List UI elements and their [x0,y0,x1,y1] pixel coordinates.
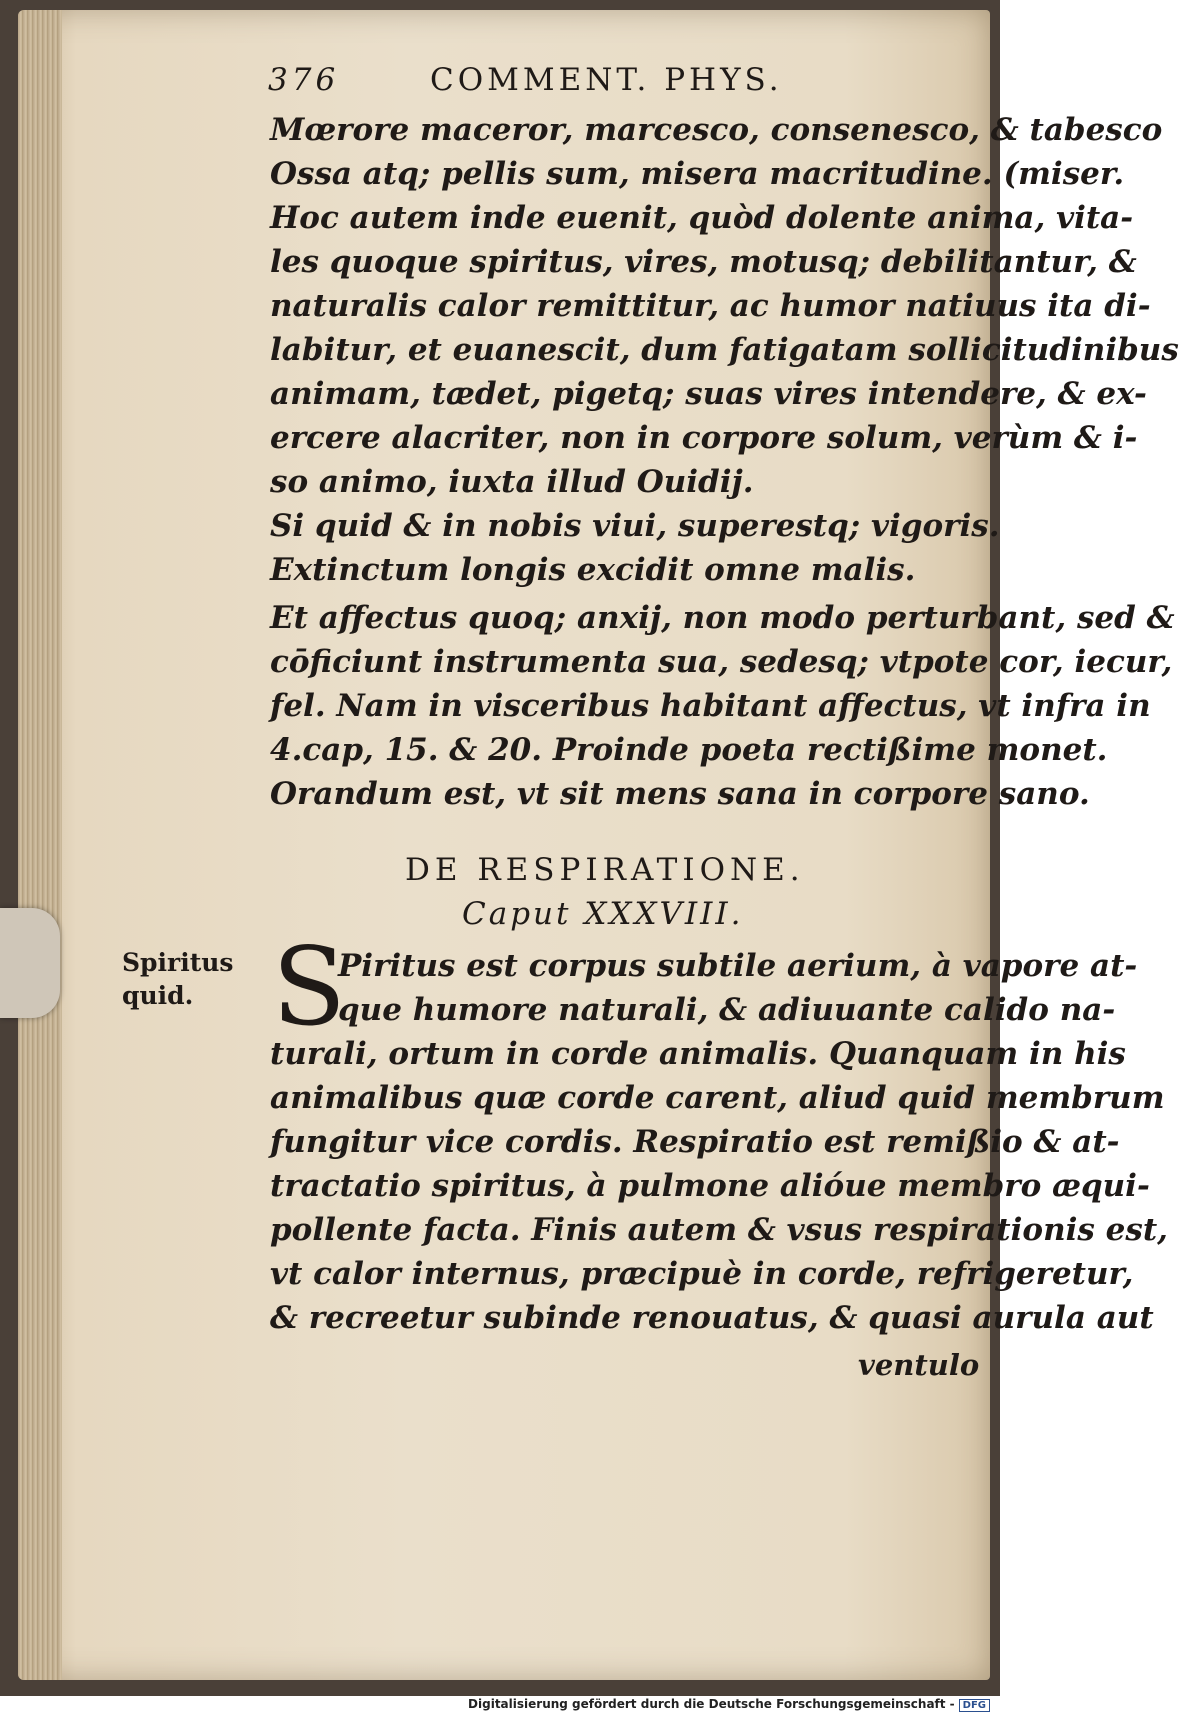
drop-cap: S [272,925,346,1050]
section-title: DE RESPIRATIONE. [405,852,805,888]
text-line: Mœrore maceror, marcesco, consenesco, & tabesco [270,112,1163,148]
text-line: & recreetur subinde renouatus, & quasi aurula aut [270,1300,1154,1336]
text-line: les quoque spiritus, vires, motusq; debilitantur, & [270,244,1137,280]
text-line: naturalis calor remittitur, ac humor natiuus ita di- [270,288,1151,324]
text-line: Ossa atq; pellis sum, misera macritudine. (miser. [270,156,1125,192]
running-title: COMMENT. PHYS. [430,62,783,98]
text-line: ercere alacriter, non in corpore solum, verùm & i- [270,420,1138,456]
text-line: pollente facta. Finis autem & vsus respirationis est, [270,1212,1168,1248]
text-line: tractatio spiritus, à pulmone alióue membro æqui- [270,1168,1150,1204]
text-line: vt calor internus, præcipuè in corde, refrigeretur, [270,1256,1134,1292]
chapter-number: Caput XXXVIII. [462,896,744,932]
page-number: 376 [268,62,340,98]
text-line: Extinctum longis excidit omne malis. [270,552,916,588]
text-line: labitur, et euanescit, dum fatigatam sollicitudinibus [270,332,1179,368]
text-line: so animo, iuxta illud Ouidij. [270,464,754,500]
text-line: 4.cap, 15. & 20. Proinde poeta rectißime monet. [270,732,1108,768]
text-line: cōficiunt instrumenta sua, sedesq; vtpote cor, iecur, [270,644,1173,680]
credit-text: Digitalisierung gefördert durch die Deutsche Forschungsgemeinschaft - [468,1697,955,1711]
page-edge [18,10,62,1680]
page-clip [0,908,60,1018]
text-line: que humore naturali, & adiuuante calido na- [338,992,1116,1028]
text-line: animam, tædet, pigetq; suas vires intendere, & ex- [270,376,1147,412]
text-line: Si quid & in nobis viui, superestq; vigoris. [270,508,1000,544]
dfg-logo: DFG [959,1699,990,1712]
text-line: fungitur vice cordis. Respiratio est remißio & at- [270,1124,1120,1160]
text-line: Orandum est, vt sit mens sana in corpore sano. [270,776,1090,812]
margin-note: Spiritus quid. [122,948,234,1010]
catchword: ventulo [858,1348,980,1382]
running-header [268,62,848,108]
digitization-credit [468,1697,990,1712]
text-line: Et affectus quoq; anxij, non modo perturbant, sed & [270,600,1175,636]
text-line: fel. Nam in visceribus habitant affectus, vt infra in [270,688,1151,724]
text-line: Hoc autem inde euenit, quòd dolente anima, vita- [270,200,1134,236]
text-line: animalibus quæ corde carent, aliud quid membrum [270,1080,1165,1116]
text-line: Piritus est corpus subtile aerium, à vapore at- [338,948,1138,984]
text-line: turali, ortum in corde animalis. Quanquam in his [270,1036,1126,1072]
